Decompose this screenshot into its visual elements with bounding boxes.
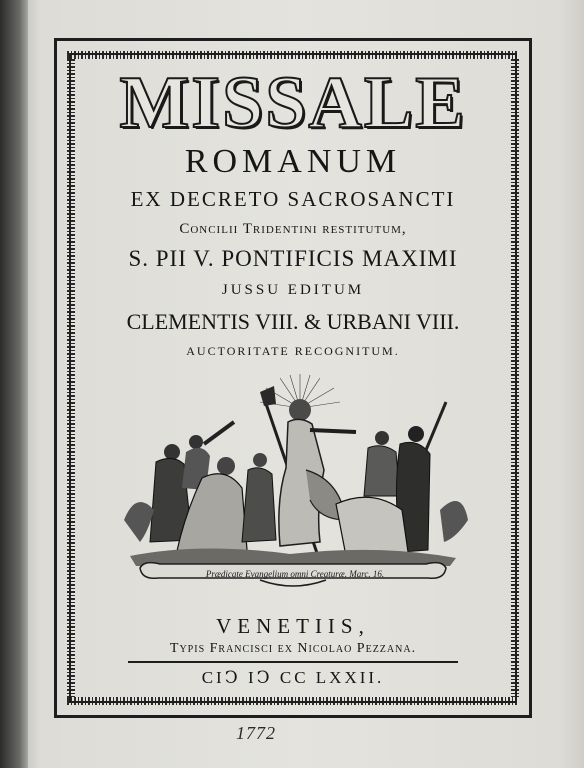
- edition-line: JUSSU EDITUM: [221, 282, 365, 298]
- printer-line: Typis Francisci ex Nicolao Pezzana.: [169, 641, 417, 656]
- book-subtitle: ROMANUM: [184, 143, 402, 180]
- council-line: Concilii Tridentini restitutum,: [179, 221, 407, 237]
- book-spine-shadow: [0, 0, 28, 768]
- divider-rule: [128, 661, 458, 663]
- resurrection-engraving: [110, 370, 476, 600]
- place-of-printing: VENETIIS,: [216, 614, 370, 638]
- popes-clement-urban-line: CLEMENTIS VIII. & URBANI VIII.: [126, 309, 460, 334]
- vignette-motto: Prædicate Evangelium omni Creaturæ. Marc. 16.: [205, 569, 385, 579]
- decree-line: EX DECRETO SACROSANCTI: [130, 187, 456, 211]
- handwritten-year-note: 1772: [236, 723, 276, 743]
- roman-year: CIↃ IↃ CC LXXII.: [201, 668, 385, 687]
- pope-pius-line: S. PII V. PONTIFICIS MAXIMI: [128, 246, 458, 271]
- authority-line: AUCTORITATE RECOGNITUM.: [186, 344, 400, 358]
- book-title: MISSALE: [119, 62, 467, 144]
